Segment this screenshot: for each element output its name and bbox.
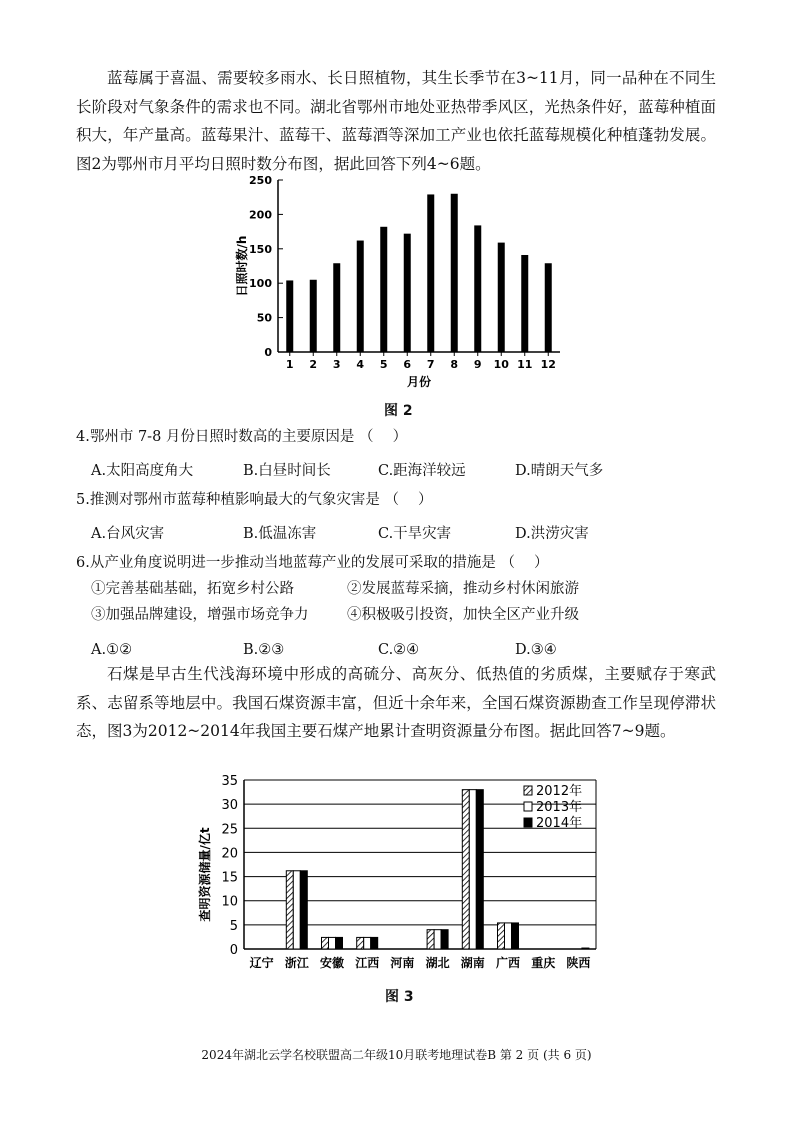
x-tick-label: 1	[285, 358, 294, 371]
question-4-stem: 4.鄂州市 7-8 月份日照时数高的主要原因是 （ ）	[76, 429, 408, 445]
figure-3-caption: 图 3	[385, 989, 414, 1005]
x-axis-label: 月份	[406, 375, 432, 389]
bar-2014年	[371, 937, 378, 949]
q4-option-d[interactable]: D.晴朗天气多	[515, 463, 604, 479]
x-tick-label: 6	[403, 358, 412, 371]
question-6-stem: 6.从产业角度说明进一步推动当地蓝莓产业的发展可采取的措施是 （ ）	[76, 555, 549, 571]
bar-2013年	[364, 937, 371, 949]
chart-stone-coal-reserves	[196, 768, 606, 978]
bar-2014年	[476, 790, 483, 949]
x-tick-label: 湖北	[425, 956, 450, 970]
y-tick-label: 0	[264, 346, 272, 359]
bar-2014年	[512, 923, 519, 949]
chart-monthly-sunshine	[226, 172, 566, 394]
bar-2013年	[505, 923, 512, 949]
bar	[286, 280, 293, 352]
x-tick-label: 4	[356, 358, 365, 371]
q5-option-d[interactable]: D.洪涝灾害	[515, 526, 589, 542]
bar-2014年	[336, 937, 343, 949]
passage-blueberry: 蓝莓属于喜温、需要较多雨水、长日照植物，其生长季节在3~11月，同一品种在不同生长阶段对气象条件的需求也不同。湖北省鄂州市地处亚热带季风区，光热条件好，蓝莓种植面积大，年产量高。蓝莓果汁、蓝莓干、蓝莓酒等深加工产业也依托蓝莓规模化种植蓬勃发展。图2为鄂州市月平均日照时数分布图，据此回答下列4~6题。	[76, 69, 716, 173]
legend-swatch	[524, 818, 532, 827]
legend-label: 2012年	[536, 784, 583, 799]
bar	[404, 234, 411, 352]
q6-item-2: ②发展蓝莓采摘，推动乡村休闲旅游	[347, 581, 579, 597]
bar	[333, 263, 340, 352]
bar-2014年	[582, 948, 589, 949]
x-tick-label: 7	[426, 358, 435, 371]
q5-option-c[interactable]: C.干旱灾害	[378, 526, 452, 542]
y-axis-label: 日照时数/h	[235, 235, 249, 297]
y-tick-label: 30	[221, 798, 238, 814]
x-tick-label: 重庆	[531, 956, 556, 970]
x-tick-label: 5	[379, 358, 388, 371]
y-tick-label: 200	[249, 208, 272, 222]
x-tick-label: 11	[517, 358, 533, 371]
x-tick-label: 广西	[495, 956, 521, 970]
legend-swatch	[524, 786, 532, 795]
y-tick-label: 10	[221, 894, 238, 910]
q6-item-4: ④积极吸引投资，加快全区产业升级	[347, 607, 579, 623]
q4-option-b[interactable]: B.白昼时间长	[243, 463, 331, 479]
y-tick-label: 150	[249, 242, 272, 256]
x-tick-label: 10	[493, 358, 509, 371]
y-tick-label: 5	[229, 918, 238, 934]
bar	[310, 280, 317, 352]
y-tick-label: 50	[256, 311, 272, 325]
x-tick-label: 辽宁	[249, 956, 274, 970]
y-tick-label: 20	[221, 846, 238, 862]
bar	[474, 225, 481, 352]
x-tick-label: 8	[450, 358, 459, 371]
q6-item-1: ①完善基础基础，拓宽乡村公路	[91, 581, 294, 597]
y-tick-label: 25	[221, 822, 238, 838]
legend-swatch	[524, 802, 532, 811]
bar-2013年	[434, 930, 441, 949]
bar	[545, 263, 552, 352]
bar	[451, 194, 458, 352]
bar	[521, 255, 528, 352]
x-tick-label: 湖南	[460, 956, 485, 970]
y-tick-label: 0	[229, 943, 238, 958]
figure-2-caption: 图 2	[384, 403, 413, 419]
bar-2013年	[293, 871, 300, 949]
question-5-stem: 5.推测对鄂州市蓝莓种植影响最大的气象灾害是 （ ）	[76, 492, 433, 508]
legend-label: 2013年	[536, 800, 583, 815]
passage-stone-coal: 石煤是早古生代浅海环境中形成的高硫分、高灰分、低热值的劣质煤，主要赋存于寒武系、志留系等地层中。我国石煤资源丰富，但近十余年来，全国石煤资源勘查工作呈现停滞状态，图3为2012~2014年我国主要石煤产地累计查明资源量分布图。据此回答7~9题。	[76, 665, 716, 740]
q6-option-a[interactable]: A.①②	[91, 642, 133, 658]
x-tick-label: 2	[309, 358, 318, 371]
bar-2012年	[427, 930, 434, 949]
y-tick-label: 35	[221, 774, 238, 789]
x-tick-label: 安徽	[319, 956, 345, 970]
y-tick-label: 250	[249, 174, 272, 187]
x-tick-label: 9	[473, 358, 482, 371]
bar	[380, 227, 387, 352]
q6-option-b[interactable]: B.②③	[243, 642, 285, 658]
bar	[357, 241, 364, 352]
x-tick-label: 12	[540, 358, 556, 371]
y-tick-label: 15	[221, 870, 238, 886]
page-footer: 2024年湖北云学名校联盟高二年级10月联考地理试卷B 第 2 页 (共 6 页)	[201, 1048, 592, 1062]
bar-2012年	[498, 923, 505, 949]
bar-2013年	[329, 937, 336, 949]
q6-option-c[interactable]: C.②④	[378, 642, 420, 658]
q4-option-c[interactable]: C.距海洋较远	[378, 463, 466, 479]
x-tick-label: 陕西	[566, 956, 591, 970]
bar-2012年	[322, 937, 329, 949]
bar-2012年	[462, 790, 469, 949]
q5-option-a[interactable]: A.台风灾害	[91, 526, 165, 542]
y-tick-label: 100	[249, 277, 272, 291]
bar-2012年	[286, 871, 293, 949]
bar-2012年	[357, 937, 364, 949]
legend-label: 2014年	[536, 816, 583, 831]
x-tick-label: 3	[332, 358, 341, 371]
q6-item-3: ③加强品牌建设，增强市场竞争力	[91, 607, 309, 623]
bar-2014年	[300, 871, 307, 949]
x-tick-label: 浙江	[284, 956, 309, 970]
x-tick-label: 河南	[390, 956, 415, 970]
q4-option-a[interactable]: A.太阳高度角大	[91, 463, 194, 479]
q5-option-b[interactable]: B.低温冻害	[243, 526, 317, 542]
x-tick-label: 江西	[355, 956, 380, 970]
y-axis-label: 查明资源储量/亿t	[198, 827, 212, 922]
bar-2014年	[441, 930, 448, 949]
bar	[498, 243, 505, 352]
q6-option-d[interactable]: D.③④	[515, 642, 557, 658]
bar-2013年	[469, 790, 476, 949]
bar	[427, 194, 434, 352]
